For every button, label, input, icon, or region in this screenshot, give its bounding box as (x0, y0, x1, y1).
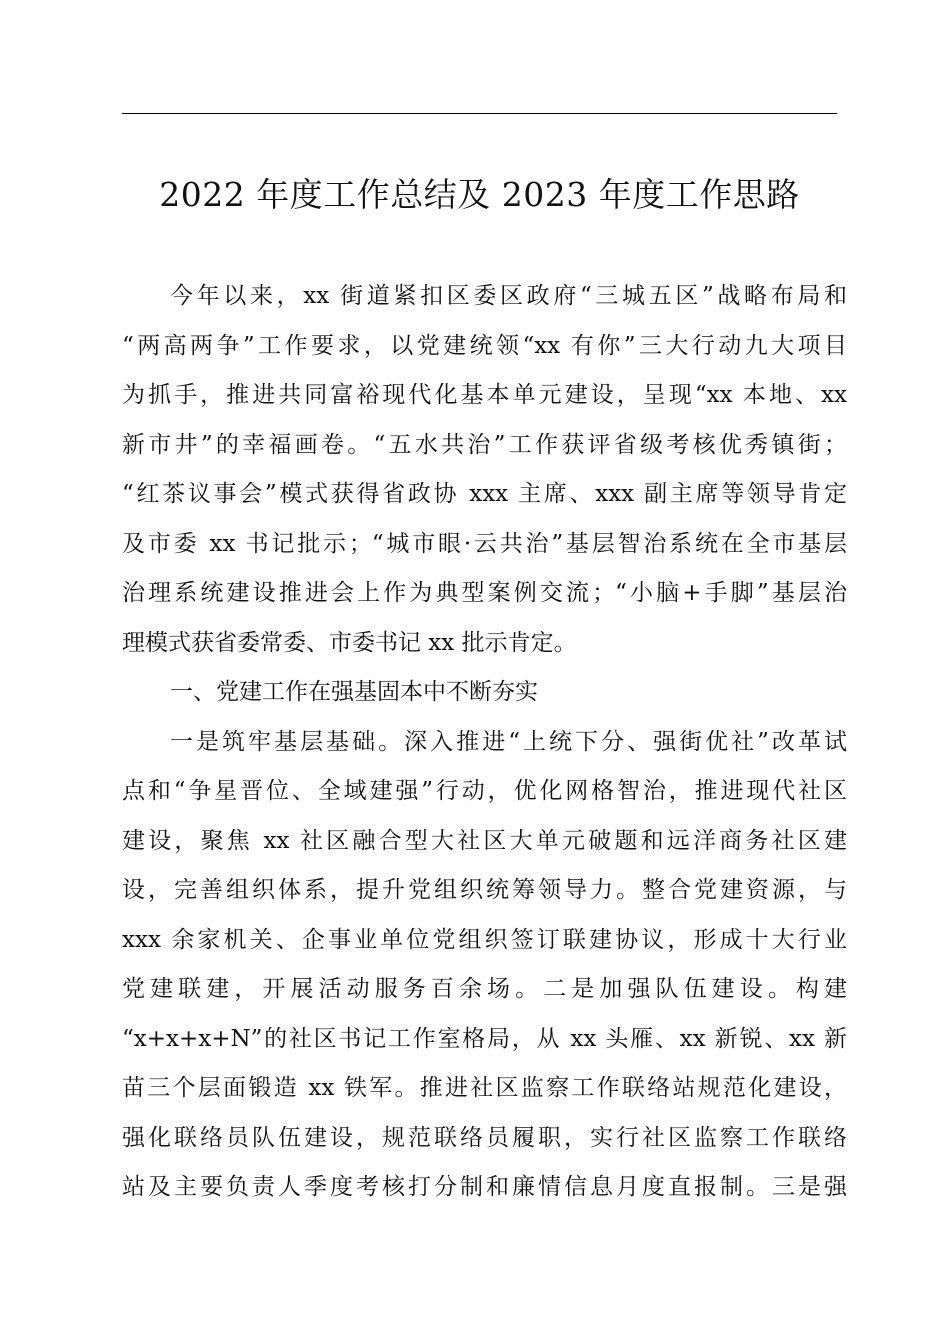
paragraph-section1-line: 点和“争星晋位、全域建强”行动，优化网格智治，推进现代社区 (122, 778, 847, 804)
paragraph-section1-line: 设，完善组织体系，提升党组织统筹领导力。整合党建资源，与 (122, 877, 847, 903)
header-rule (122, 113, 837, 114)
paragraph-intro-line: 理模式获省委常委、市委书记 xx 批示肯定。 (122, 629, 577, 656)
section-heading: 一、党建工作在强基固本中不断夯实 (170, 679, 538, 705)
paragraph-section1-line: 建设，聚焦 xx 社区融合型大社区大单元破题和远洋商务社区建 (122, 827, 847, 854)
paragraph-intro-line: “红茶议事会”模式获得省政协 xxx 主席、xxx 副主席等领导肯定 (122, 481, 847, 507)
paragraph-intro-line: 治理系统建设推进会上作为典型案例交流；“小脑+手脚”基层治 (122, 580, 847, 606)
document-body (122, 272, 847, 1213)
paragraph-intro-line: 今年以来，xx 街道紧扣区委区政府“三城五区”战略布局和 (170, 283, 847, 309)
document-title: 2022 年度工作总结及 2023 年度工作思路 (159, 175, 800, 214)
paragraph-section1-line: 党建联建，开展活动服务百余场。二是加强队伍建设。构建 (122, 976, 847, 1002)
paragraph-section1-line: xxx 余家机关、企事业单位党组织签订联建协议，形成十大行业 (122, 926, 847, 953)
paragraph-intro-line: 及市委 xx 书记批示；“城市眼·云共治”基层智治系统在全市基层 (122, 530, 847, 557)
paragraph-section1-line: 一是筑牢基层基础。深入推进“上统下分、强街优社”改革试 (170, 728, 847, 755)
paragraph-intro-line: 新市井”的幸福画卷。“五水共治”工作获评省级考核优秀镇街； (122, 431, 847, 458)
paragraph-section1-line: 强化联络员队伍建设，规范联络员履职，实行社区监察工作联络 (122, 1124, 847, 1151)
paragraph-section1-line: 站及主要负责人季度考核打分制和廉情信息月度直报制。三是强 (122, 1174, 847, 1200)
paragraph-section1-line: 苗三个层面锻造 xx 铁军。推进社区监察工作联络站规范化建设， (122, 1075, 847, 1101)
paragraph-intro-line: “两高两争”工作要求，以党建统领“xx 有你”三大行动九大项目 (122, 332, 847, 359)
paragraph-section1-line: “x+x+x+N”的社区书记工作室格局，从 xx 头雁、xx 新锐、xx 新 (122, 1025, 847, 1052)
paragraph-intro-line: 为抓手，推进共同富裕现代化基本单元建设，呈现“xx 本地、xx (122, 382, 847, 408)
